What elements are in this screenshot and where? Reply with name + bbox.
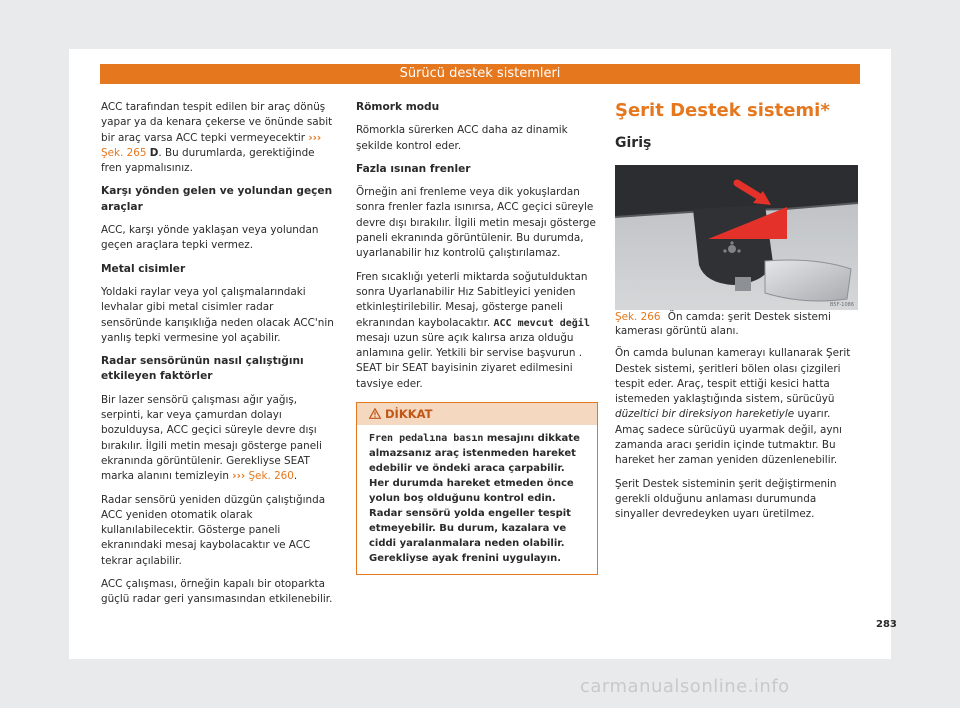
radar-paragraph: Bir lazer sensörü çalışması ağır yağış, serpinti, kar veya çamurdan dolayı bozulduysa, ACC geçici süreyle devre dışı bırakılır. İlgili metin mesajı gösterge paneli ekranında görüntülenir. Gerekliyse SEAT marka alanını temizleyin ››› Şek. 260. [101, 393, 322, 483]
figure-link-260[interactable]: ››› Şek. 260 [232, 470, 294, 483]
section-title: Şerit Destek sistemi* [615, 100, 830, 121]
lane-assist-paragraph: Ön camda bulunan kamerayı kullanarak Şerit Destek sistemi, şeritleri bölen olası çizgileri tespit eder. Araç, tespit ettiği kesici hatta istemeden yaklaştığında sistem, sürücüyü düzeltici bir direksiyon hareketiyle uyarır. Amaç sadece sürücüyü uyarmak değil, aynı zamanda aracı şeridin içinde tutmaktır. Bu hareket her zaman yeniden düzenlenebilir. [615, 347, 851, 467]
metal-paragraph: Yoldaki raylar veya yol çalışmalarındaki levhalar gibi metal cisimler radar sensöründe karışıklığa neden olacak ACC'nin yanlış tepki vermesine yol açabilir. [101, 285, 334, 344]
warning-title: DİKKAT [385, 407, 433, 422]
warning-triangle-icon [369, 407, 385, 421]
column-left [101, 100, 337, 616]
column-right [615, 100, 860, 531]
warning-box [356, 402, 598, 575]
trailer-paragraph: Römorkla sürerken ACC daha az dinamik şekilde kontrol eder. [356, 124, 568, 152]
oncoming-paragraph: ACC, karşı yönde yaklaşan veya yolundan geçen araçlara tepki vermez. [101, 224, 319, 252]
brake-pedal-message: Fren pedalına basın [369, 433, 484, 445]
brakes-paragraph: Örneğin ani frenleme veya dik yokuşlardan sonra frenler fazla ısınırsa, ACC geçici süreyle devre dışı bırakılır. İlgili metin mesajı gösterge paneli ekranında görüntülenir. Bu durumda, uyarlanabilir hız kontrolü çalıştırılamaz. [356, 186, 596, 260]
figure-link-265[interactable]: ››› Şek. 265 [101, 131, 322, 159]
metal-heading: Metal cisimler [101, 262, 186, 275]
camera-figure [615, 165, 858, 310]
figure-code: B5F-1086 [830, 302, 855, 309]
warning-body: Fren pedalına basın mesajını dikkate almazsanız araç istenmeden hareket edebilir ve öndeki araca çarpabilir. Her durumda hareket etmeden önce yolun boş olduğunu kontrol edin. Radar sensörü yolda engeller tespit etmeyebilir. Bu durum, kazalara ve ciddi yaralanmalara neden olabilir. Gerekliyse ayak frenini uygulayın. [369, 433, 580, 565]
oncoming-heading: Karşı yönden gelen ve yolundan geçen araçlar [101, 185, 333, 213]
watermark: carmanualsonline.info [580, 676, 790, 697]
acc-unavailable-message: ACC mevcut değil [493, 317, 590, 329]
section-header: Sürücü destek sistemleri [100, 64, 860, 84]
brakes-cool-paragraph: Fren sıcaklığı yeterli miktarda soğutulduktan sonra Uyarlanabilir Hız Sabitleyici yeniden etkinleştirilebilir. Mesaj, gösterge paneli ekranından kaybolacaktır. ACC mevcut değil mesajı uzun süre açık kalırsa arıza olduğu anlamına gelir. Yetkili bir servise başvurun . SEAT bir SEAT bayisinin ziyaret edilmesini tavsiye eder. [356, 270, 590, 390]
radar-restart-paragraph: Radar sensörü yeniden düzgün çalıştığında ACC yeniden otomatik olarak kullanılabilecektir. Gösterge paneli ekranındaki mesaj kaybolacaktır ve ACC tekrar açılabilir. [101, 493, 326, 567]
windshield-camera-illustration [615, 165, 858, 310]
warning-header [357, 403, 597, 425]
acc-turn-paragraph: ACC tarafından tespit edilen bir araç dönüş yapar ya da kenara çekerse ve önünde sabit bir araç varsa ACC tepki vermeyecektir ››› Şek. 265 D. Bu durumlarda, gerektiğinde fren yapmalısınız. [101, 101, 333, 175]
page-number: 283 [876, 619, 897, 630]
trailer-heading: Römork modu [356, 101, 440, 113]
radar-heading: Radar sensörünün nasıl çalıştığını etkileyen faktörler [101, 355, 304, 383]
lane-change-paragraph: Şerit Destek sisteminin şerit değiştirmenin gerekli olduğunu anlaması durumunda sinyaller devredeyken uyarı üretilmez. [615, 477, 837, 521]
section-subtitle: Giriş [615, 135, 652, 151]
figure-caption: Şek. 266 Ön camda: şerit Destek sistemi kamerası görüntü alanı. [615, 311, 831, 338]
column-middle [356, 100, 598, 575]
garage-paragraph: ACC çalışması, örneğin kapalı bir otoparkta güçlü radar geri yansımasından etkilenebilir. [101, 578, 333, 606]
figure-caption-ref: Şek. 266 [615, 311, 661, 324]
brakes-heading: Fazla ısınan frenler [356, 162, 471, 175]
